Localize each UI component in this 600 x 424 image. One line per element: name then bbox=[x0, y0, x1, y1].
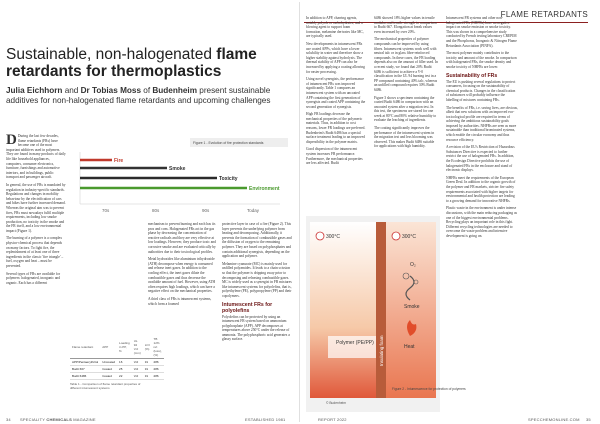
table-cell: Budit 6486 bbox=[70, 373, 100, 380]
paragraph: mechanism to prevent burning and each has its pros and cons. Halogenated FRs act in the gas phase by decreasing the concentration of reactive radicals and they are very effective at low loadings. However, they produce toxic and corrosive smoke and are evaluated critically by authorities due to their toxicological profiles. bbox=[148, 222, 216, 254]
table-row bbox=[70, 366, 164, 373]
column-header: Flame retardant bbox=[70, 336, 100, 359]
paragraph: In addition to APP, charring agents, notably polyols or carbohydrates, and a blowing agent to support foam formation, melamine derivates like MC, are typically used. bbox=[306, 16, 364, 39]
temperature-right: 300°C bbox=[402, 234, 416, 240]
headline-plain: Sustainable, non-halogenated bbox=[6, 46, 217, 63]
paragraph: A revision of the EU's Restriction of Hazardous Substances Directive is expected to further restrict the use of halogenated FRs. In addition, the Ecodesign Directive prohibits the use of halogenated FRs in the enclosure and stand of electronic displays. bbox=[446, 145, 515, 173]
paragraph: The coating significantly improves the performance of the intumescent system in the migration test and less blooming was observed. This makes Budit 6486 suitable for applications with high humidity. bbox=[374, 126, 435, 149]
paragraph: The EU is pushing several regulations to protect consumers, focusing on the sustainability of chemical products. Changes in the classification of substances will probably influence the labelling of mixtures containing FRs. bbox=[446, 79, 516, 102]
paragraph: Using novel synergists, the performance of intumescent FRs was improved significantly. Table 1 compares an intumescent system with an uncoated APP containing the first generation of synergists and coated APP containing the second generation of synergists. bbox=[306, 77, 366, 109]
column-header: Loading in PP, % bbox=[117, 336, 132, 359]
footer-left-page: 34 bbox=[6, 417, 11, 422]
table-cell: 286 bbox=[152, 373, 164, 380]
author-2: Dr Tobias Moss bbox=[80, 86, 141, 95]
column-3 bbox=[222, 222, 292, 345]
toxicity-label: Toxicity bbox=[219, 176, 238, 182]
column-5 bbox=[374, 16, 438, 152]
magazine-name-part: MAGAZINE bbox=[71, 417, 96, 422]
table-cell: V-0 bbox=[132, 359, 143, 366]
column-1 bbox=[6, 134, 66, 288]
paragraph: The burning of a polymer is a complex physico-chemical process that depends on many factors. To fight fire, the replenishment of at least one of three ingredients in the classic 'fire triangle' – fuel, oxygen and heat – must be prevented. bbox=[6, 236, 64, 269]
paragraph: Intumescent FR systems and other non-halogenated FRs (NHFRs) have no negative impact on smoke emission or smoke toxicity. This was shown in a comprehensive study conducted by French testing laboratory CREPIM and the Phosphorus, Inorganic & Nitrogen Flame Retardants Association (PINFA). bbox=[446, 16, 517, 48]
environment-label: Environment bbox=[249, 186, 280, 192]
foam-layer bbox=[376, 222, 386, 398]
paragraph: NHFRs meet the requirements of the European Green Deal. In addition to the organic growth of the polymer and FR markets, stricter fire safety requirements associated with higher targets for environmental and health protection are leading to a growing demand for innovative NHFRs. bbox=[446, 175, 516, 203]
byline-of: of bbox=[141, 86, 153, 95]
table-cell: 31 bbox=[143, 366, 152, 373]
table-cell: Uncoated bbox=[102, 360, 116, 364]
table-cell: 31 bbox=[143, 373, 152, 380]
paragraph: Melamine cyanurate (MC) is mainly used for unfilled polyamides. It leads to a chain scission so that the polymer is dripping away prior to decomposing and releasing combustible gases. MC is widely used as a synergist in FR mixtures like intumescent systems for polyolefins, that is, polyethylene (PE), polypropylene (PP) and their copolymers. bbox=[222, 261, 292, 298]
page-gutter bbox=[299, 2, 300, 422]
image-credit: © Budenheim bbox=[326, 401, 347, 405]
paragraph: A third class of FRs is intumescent systems, which form a foamed bbox=[148, 296, 212, 306]
polymer-label: Polymer (PE/PP) bbox=[336, 340, 374, 346]
byline-rest: present sustainable additives for non-halogenated flame retardants and upcoming challenges bbox=[6, 86, 271, 105]
table-cell: V-0 bbox=[132, 366, 143, 373]
flame-retardant-table bbox=[70, 336, 164, 380]
decade-label: 70s bbox=[102, 208, 110, 213]
paragraph: Polyolefins can be protected by using an intumescent FR system based on ammonium polyphosphate (APP). APP decomposes at temperatures above 250°C under the release of ammonia. The polyphosphoric acid generates a glassy surface. bbox=[222, 314, 290, 342]
column-6 bbox=[446, 16, 518, 242]
figure-1 bbox=[72, 134, 288, 220]
heat-panel bbox=[386, 222, 436, 398]
table-cell: 31 bbox=[143, 359, 152, 366]
table-cell: APP/Pentaerythritol bbox=[72, 360, 99, 364]
thermometer-icon bbox=[392, 232, 400, 240]
magazine-name bbox=[20, 417, 96, 422]
standfirst bbox=[6, 86, 292, 106]
heat-label: Heat bbox=[404, 344, 415, 350]
table-cell: 286 bbox=[152, 366, 164, 373]
fire-label: Fire bbox=[114, 158, 124, 164]
intumescence-diagram bbox=[306, 216, 466, 412]
smoke-label: Smoke bbox=[404, 304, 420, 310]
column-2 bbox=[148, 222, 218, 309]
website[interactable]: SPECCHEMONLINE.COM bbox=[528, 417, 580, 422]
table-header-row bbox=[70, 336, 164, 359]
paragraph: Figure 3 shows a specimen containing the coated Budit 6486 in comparison with an uncoated system after a migration test. In this test, the specimens are stored for one week at 80°C and 80% relative humidity to evaluate the leaching of ingredients. bbox=[374, 95, 437, 123]
table-cell: Budit 667 bbox=[70, 366, 100, 373]
column-header: UL 94 V-0 (mm) bbox=[132, 336, 143, 359]
headline-accent: flame retardants bbox=[6, 46, 257, 80]
column-4 bbox=[306, 16, 366, 169]
magazine-name-part: SPECIALITY bbox=[20, 417, 47, 422]
temperature-left: 300°C bbox=[326, 234, 340, 240]
paragraph: Plastic waste in the environment is under intense discussions, with the main reducing packaging as one of the biggest environmental problems. Recycling plays an important role in this fight. Different recycling technologies are needed to overcome the waste problem and intensive development is going on. bbox=[446, 206, 517, 238]
paragraph: New developments in intumescent FRs use coated APPs, which have a lower solubility in water and therefore show a higher stability against hydrolysis. The thermal stability of APP can also be increased by applying a coating allowing for easier processing. bbox=[306, 41, 365, 74]
decade-label: 80s bbox=[152, 208, 160, 213]
table-cell: 16 bbox=[117, 359, 132, 366]
column-header: APP bbox=[100, 336, 117, 359]
byline-and: and bbox=[62, 86, 81, 95]
paragraph: Metal hydroxides like aluminium trihydroxide (ATH) decompose when energy is consumed and release inert gases. In addition to the cooling effect, the inert gases dilute the combustible gases and thus decrease the available amount of fuel. However, using ATH often requires high loadings, which can have a negative effect on the mechanical properties. bbox=[148, 257, 216, 294]
subheading: Intumescent FRs for polyolefins bbox=[222, 301, 273, 314]
paragraph: The most polymer mainly contributes to the toxicity and amount of the smoke. In comparison with halogenated FRs, the smoke density and smoke toxicity of NHFRs are lower. bbox=[446, 51, 517, 69]
foam-label: Insulating foam bbox=[379, 335, 384, 366]
paragraph: Good dispersion of the intumescent system increases FR performance. Furthermore, the mechanical properties are less affected. Budit bbox=[306, 147, 363, 166]
magazine-name-part: CHEMICALS bbox=[46, 417, 72, 422]
paragraph: The mechanical properties of polymer compounds can be improved by using fibres. Intumescent systems work well with neutral talc or in glass fibre-reinforced compounds. In these cases, the FR loading depends also on the amount of filler used. In a recent study, we found that 20% Budit 6486 is sufficient to achieve a V-0 classification in the UL 94 burning test in a PP compound containing 40% talc, whereas an unfilled compound requires 30% Budit 6486. bbox=[374, 37, 438, 92]
paragraph: The benefits of FRs, i.e. saving lives, are obvious, albeit that new solutions with an improved eco-toxicological profile are required in terms of achieving the ambitious sustainability goals imposed by authorities. NHFRs are seen as more sustainable than traditional brominated systems, which enable the circular economy and thus resource efficiency. bbox=[446, 105, 518, 142]
thermometer-icon bbox=[316, 232, 324, 240]
table-cell: Coated bbox=[100, 373, 117, 380]
paragraph: protective layer in case of a fire (Figure 2). This layer prevents the underlying polymer from heating and decomposing. Additionally, it prevents the formation of combustible gases and the diffusion of oxygen to the remaining polymer. They are based on polyphosphates and contain additional synergists, depending on the application and polymer. bbox=[222, 222, 292, 259]
issue: REPORT 2022 bbox=[318, 417, 347, 422]
table-1 bbox=[70, 336, 162, 390]
established-year: ESTABLISHED 1981 bbox=[245, 417, 286, 422]
section-label: FLAME RETARDANTS bbox=[500, 10, 588, 19]
oxygen-label: O₂ bbox=[410, 262, 416, 268]
polymer-panel bbox=[310, 222, 376, 398]
author-1: Julia Eichhorn bbox=[6, 86, 63, 95]
headline-end: for thermoplastics bbox=[81, 63, 222, 80]
footer-right-page: 35 bbox=[586, 417, 591, 422]
figure-2-caption: Figure 2 - Intumescence for protection of polymers bbox=[392, 387, 466, 391]
smoke-label: Smoke bbox=[169, 166, 186, 172]
table-row bbox=[70, 359, 164, 366]
figure-2 bbox=[306, 216, 466, 412]
column-header: TB 12% ref. (loss), (%) bbox=[153, 337, 162, 357]
column-header: LOI (%) bbox=[143, 336, 152, 359]
table-cell: V-0 bbox=[132, 373, 143, 380]
table-cell: 286 bbox=[152, 359, 164, 366]
table-cell: 22 bbox=[117, 373, 132, 380]
paragraph bbox=[6, 134, 66, 180]
table-cell: 25 bbox=[117, 366, 132, 373]
fire-protection-evolution-diagram bbox=[72, 134, 288, 220]
table-1-caption: Table 1 - Comparison of flame retardant properties of different intumescent systems bbox=[70, 382, 141, 390]
paragraph: Several types of FRs are available for polymers: halogenated, inorganic and organic. Each has a different bbox=[6, 271, 61, 285]
headline bbox=[6, 46, 296, 80]
paragraph: 6486 showed 18% higher values in tensile modulus and tensile strength in comparison to Budit 667. Elongation at break values even increased by over 20%. bbox=[374, 16, 437, 34]
drop-cap: D bbox=[6, 132, 17, 148]
decade-label: Today bbox=[247, 208, 260, 213]
paragraph-text: During the last few decades, flame retardants (FRs) have become one of the most important additives used in polymers. They are found in many products of daily life like household appliances, computers, consumer electronics, furniture, furnishings and automotive interiors, and in buildings, public transport and passenger aircraft. bbox=[6, 134, 66, 180]
table-cell: Coated bbox=[100, 366, 117, 373]
paragraph: In general, the use of FRs is mandated by regulation in industry-specific standards. Regulations and changes in mobility behaviour by the electrification of cars and bikes have further increased demand. Whereas the original aim was to prevent fires, FRs must nowadays fulfil multiple requirements, including low smoke production, no toxicity in the smoke and the FR itself, and a low environmental impact (Figure 1). bbox=[6, 182, 66, 233]
figure-1-caption: Figure 1 - Evolution of fire protection standards bbox=[193, 141, 264, 145]
company: Budenheim bbox=[152, 86, 197, 95]
subheading: Sustainability of FRs bbox=[446, 72, 498, 79]
table-row bbox=[70, 373, 164, 380]
paragraph: High FR loadings decrease the mechanical properties of the polymeric materials. Thus, in addition to cost reasons, lower FR loadings are preferred. Budenheim's Budit 6486 has a special surface treatment leading to an improved dispersibility in the polymer matrix. bbox=[306, 112, 366, 144]
decade-label: 90s bbox=[202, 208, 210, 213]
